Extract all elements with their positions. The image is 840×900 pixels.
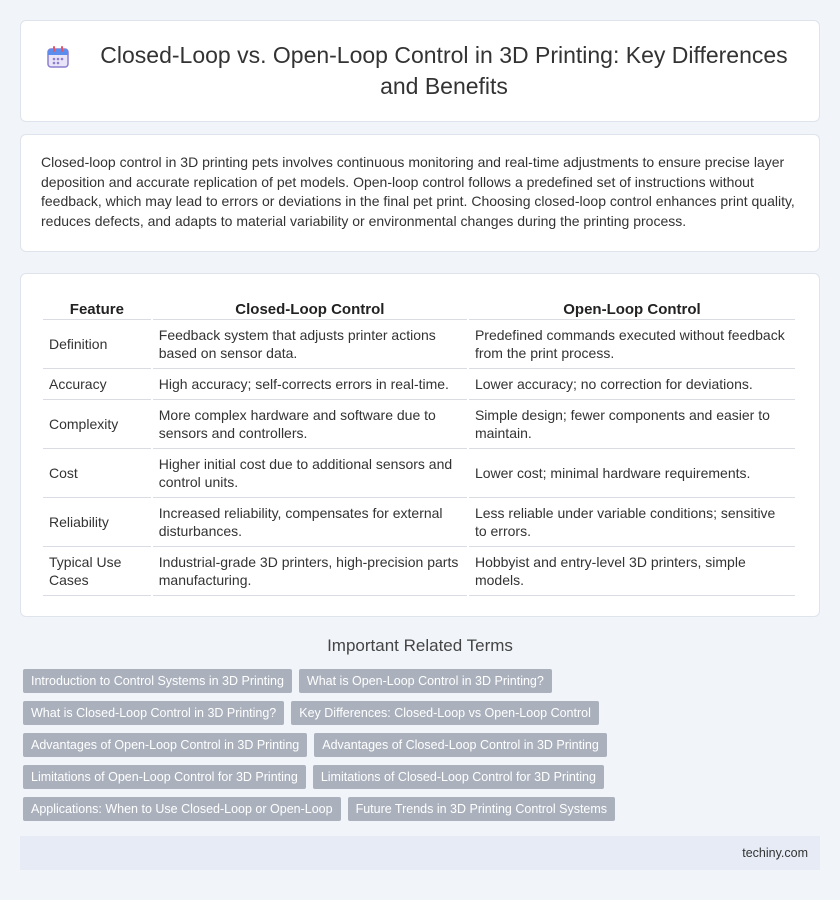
table-row xyxy=(43,547,795,596)
comparison-table xyxy=(41,294,797,596)
footer xyxy=(20,836,820,870)
closed-loop-cell: Industrial-grade 3D printers, high-precision parts manufacturing. xyxy=(153,547,467,596)
open-loop-cell: Lower cost; minimal hardware requirements. xyxy=(469,449,795,498)
intro-card xyxy=(20,134,820,252)
term-tag[interactable]: Advantages of Closed-Loop Control in 3D Printing xyxy=(314,733,607,757)
related-terms-heading: Important Related Terms xyxy=(327,636,513,655)
term-tag[interactable]: What is Closed-Loop Control in 3D Printing? xyxy=(23,701,284,725)
header-open-loop: Open-Loop Control xyxy=(469,294,795,320)
open-loop-cell: Less reliable under variable conditions; sensitive to errors. xyxy=(469,498,795,547)
term-tag[interactable]: Introduction to Control Systems in 3D Printing xyxy=(23,669,292,693)
table-row xyxy=(43,369,795,400)
feature-cell: Accuracy xyxy=(43,369,151,400)
comparison-card xyxy=(20,273,820,617)
header-feature: Feature xyxy=(43,294,151,320)
table-row xyxy=(43,400,795,449)
term-tag[interactable]: Future Trends in 3D Printing Control Systems xyxy=(348,797,616,821)
closed-loop-cell: Higher initial cost due to additional sensors and control units. xyxy=(153,449,467,498)
page-title: Closed-Loop vs. Open-Loop Control in 3D Printing: Key Differences and Benefits xyxy=(100,42,788,99)
feature-cell: Typical Use Cases xyxy=(43,547,151,596)
footer-site-link[interactable]: techiny.com xyxy=(742,846,808,860)
table-row xyxy=(43,449,795,498)
title-card xyxy=(20,20,820,122)
closed-loop-cell: Feedback system that adjusts printer actions based on sensor data. xyxy=(153,320,467,369)
term-tag[interactable]: Applications: When to Use Closed-Loop or Open-Loop xyxy=(23,797,341,821)
closed-loop-cell: High accuracy; self-corrects errors in real-time. xyxy=(153,369,467,400)
closed-loop-cell: Increased reliability, compensates for external disturbances. xyxy=(153,498,467,547)
term-tag[interactable]: Limitations of Open-Loop Control for 3D Printing xyxy=(23,765,306,789)
closed-loop-cell: More complex hardware and software due to sensors and controllers. xyxy=(153,400,467,449)
feature-cell: Reliability xyxy=(43,498,151,547)
table-header-row xyxy=(43,294,795,320)
open-loop-cell: Hobbyist and entry-level 3D printers, simple models. xyxy=(469,547,795,596)
term-tag[interactable]: Limitations of Closed-Loop Control for 3D Printing xyxy=(313,765,604,789)
term-tag[interactable]: Advantages of Open-Loop Control in 3D Printing xyxy=(23,733,307,757)
feature-cell: Definition xyxy=(43,320,151,369)
calendar-icon xyxy=(45,44,71,70)
open-loop-cell: Lower accuracy; no correction for deviations. xyxy=(469,369,795,400)
feature-cell: Cost xyxy=(43,449,151,498)
table-row xyxy=(43,498,795,547)
open-loop-cell: Predefined commands executed without feedback from the print process. xyxy=(469,320,795,369)
header-closed-loop: Closed-Loop Control xyxy=(153,294,467,320)
term-tag[interactable]: What is Open-Loop Control in 3D Printing? xyxy=(299,669,552,693)
open-loop-cell: Simple design; fewer components and easier to maintain. xyxy=(469,400,795,449)
intro-paragraph: Closed-loop control in 3D printing pets involves continuous monitoring and real-time adjustments to ensure precise layer deposition and accurate replication of pet models. Open-loop control follows a predefined set of instructions without feedback, which may lead to errors or deviations in the final pet print. Choosing closed-loop control enhances print quality, reduces defects, and adapts to material variability or environmental changes during the printing process. xyxy=(41,154,795,229)
table-row xyxy=(43,320,795,369)
term-tag[interactable]: Key Differences: Closed-Loop vs Open-Loop Control xyxy=(291,701,599,725)
feature-cell: Complexity xyxy=(43,400,151,449)
related-terms-list xyxy=(23,669,813,821)
